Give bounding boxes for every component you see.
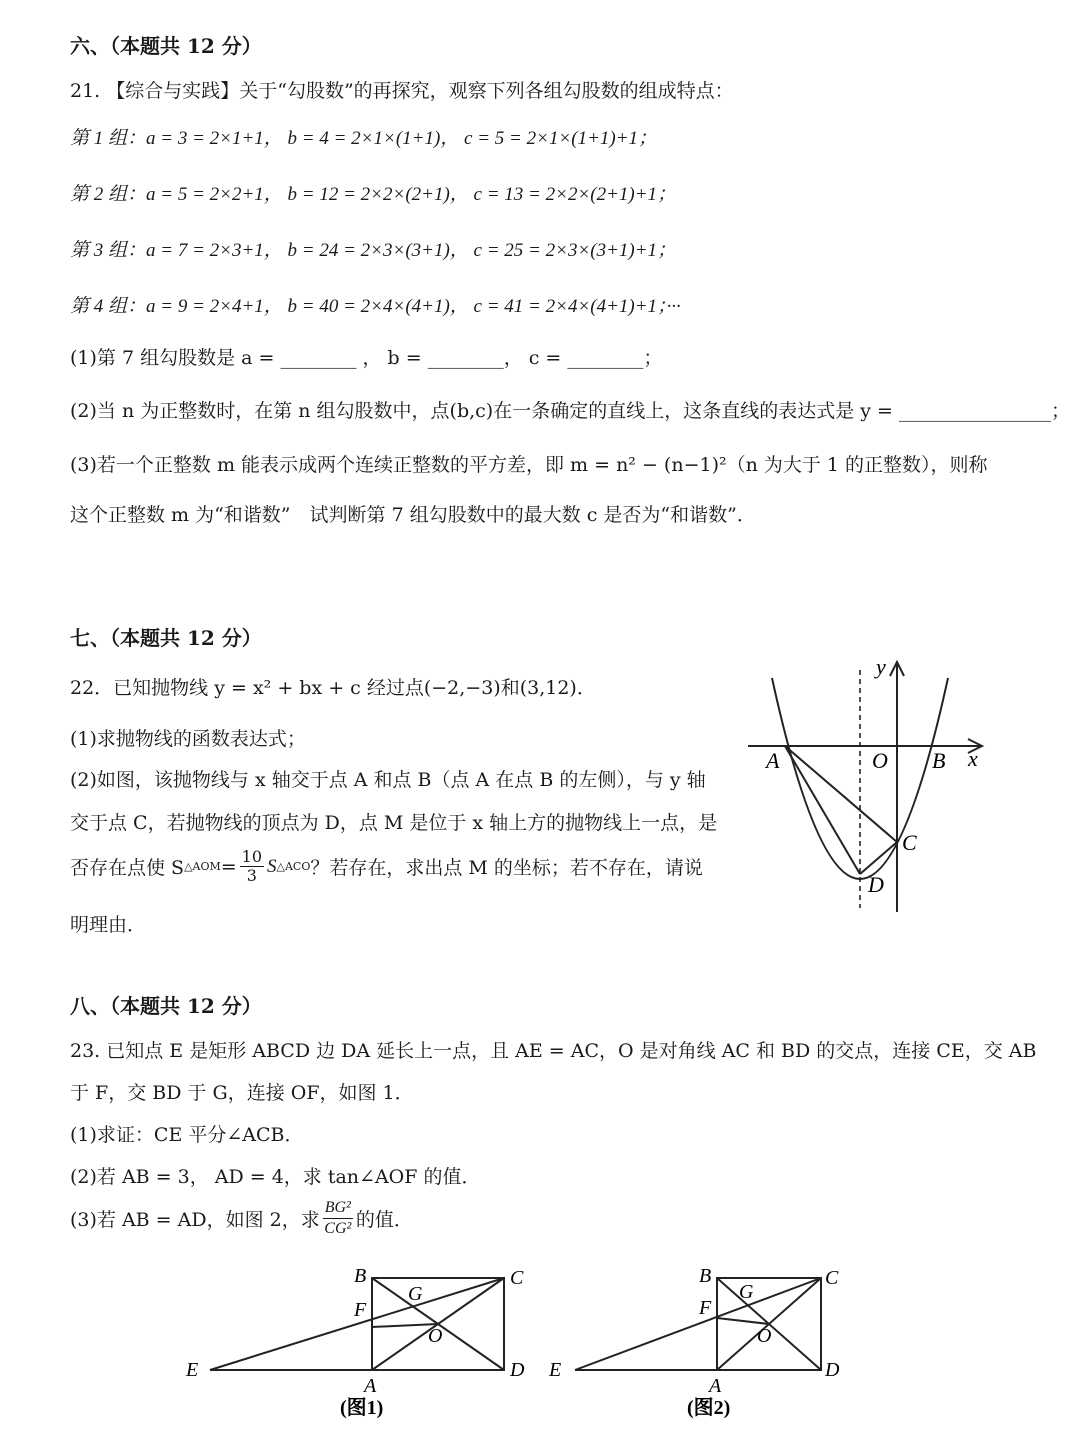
- q23-p3-post: 的值．: [355, 1209, 413, 1231]
- q23-line-b: 于 F，交 BD 于 G，连接 OF，如图 1．: [70, 1082, 414, 1104]
- q22-intro: 22．已知抛物线 y = x² + bx + c 经过点(−2,−3)和(3,12)．: [70, 677, 596, 699]
- parabola-figure: [740, 650, 990, 920]
- section-8-title: 八、（本题共 12 分）: [70, 994, 262, 1018]
- q22-text-pre: 否存在点使 S: [70, 857, 185, 879]
- fig1-label-b: B: [354, 1265, 367, 1287]
- label-b: B: [932, 748, 946, 773]
- fig1-label-f: F: [354, 1299, 367, 1321]
- q23-fraction: [323, 1198, 353, 1239]
- q22-part-1: (1)求抛物线的函数表达式；: [70, 728, 306, 750]
- fig2-label-c: C: [825, 1267, 839, 1289]
- label-x: x: [968, 746, 978, 771]
- q23-frac-den: CG²: [324, 1220, 352, 1237]
- q23-part-3: [70, 1198, 413, 1239]
- q21-part-2: (2)当 n 为正整数时，在第 n 组勾股数中，点(b,c)在一条确定的直线上，这条直线的表达式是 y = ________________；: [70, 400, 1070, 422]
- q21-group-3: 第 3 组：a = 7 = 2×3+1， b = 24 = 2×3×(3+1)， c = 25 = 2×3×(3+1)+1；: [70, 240, 677, 261]
- segment-ad: [785, 746, 860, 874]
- q22-text-post: ？若存在，求出点 M 的坐标；若不存在，请说: [310, 857, 703, 879]
- fig1-label-o: O: [428, 1325, 443, 1347]
- q21-part-3a: (3)若一个正整数 m 能表示成两个连续正整数的平方差，即 m = n² − (n−1)²（n 为大于 1 的正整数），则称: [70, 454, 988, 476]
- q22-sub-aco: △ACO: [276, 860, 311, 873]
- q22-frac-num: 10: [241, 847, 263, 866]
- fig2-label-g: G: [739, 1281, 754, 1303]
- q21-group-4: 第 4 组：a = 9 = 2×4+1， b = 40 = 2×4×(4+1)， c = 41 = 2×4×(4+1)+1；···: [70, 296, 681, 317]
- fig2-label-b: B: [699, 1265, 712, 1287]
- q22-part-2b: 交于点 C，若抛物线的顶点为 D，点 M 是位于 x 轴上方的抛物线上一点，是: [70, 812, 718, 834]
- fig2-label-d: D: [825, 1359, 840, 1381]
- q23-frac-num: BG²: [323, 1198, 353, 1219]
- q22-s: S: [267, 855, 277, 877]
- q22-part-2c: [70, 848, 703, 885]
- fig2-segment-ec: [575, 1278, 821, 1370]
- fig1-label-a: A: [364, 1375, 377, 1397]
- q23-part-1: (1)求证：CE 平分∠ACB．: [70, 1124, 304, 1146]
- fig2-segment-of: [717, 1318, 769, 1324]
- label-y: y: [876, 654, 886, 679]
- q23-part-2: (2)若 AB = 3， AD = 4，求 tan∠AOF 的值．: [70, 1166, 481, 1188]
- q23-line-a: 23. 已知点 E 是矩形 ABCD 边 DA 延长上一点，且 AE = AC，O 是对角线 AC 和 BD 的交点，连接 CE，交 AB: [70, 1040, 1037, 1062]
- q22-part-2a: (2)如图，该抛物线与 x 轴交于点 A 和点 B（点 A 在点 B 的左侧），与 y 轴: [70, 769, 706, 791]
- fig2-label-f: F: [699, 1297, 712, 1319]
- label-a: A: [766, 748, 780, 773]
- q22-part-2d: 明理由．: [70, 914, 147, 936]
- q22-frac-den: 3: [246, 866, 257, 885]
- section-6-title: 六、（本题共 12 分）: [70, 34, 262, 58]
- fig2-caption: (图2): [687, 1397, 731, 1419]
- rectangle-figure-1: [180, 1262, 540, 1422]
- fig2-label-o: O: [757, 1325, 772, 1347]
- q22-eq: =: [220, 855, 237, 878]
- q21-part-3b: 这个正整数 m 为“和谐数” 试判断第 7 组勾股数中的最大数 c 是否为“和谐数”．: [70, 504, 756, 526]
- fig2-label-e: E: [549, 1359, 562, 1381]
- label-d: D: [868, 872, 884, 897]
- fig1-label-e: E: [186, 1359, 199, 1381]
- q22-fraction: [240, 848, 264, 885]
- q22-sub-aom: △AOM: [184, 860, 221, 873]
- segment-ec: [210, 1278, 504, 1370]
- q21-group-1: 第 1 组：a = 3 = 2×1+1， b = 4 = 2×1×(1+1)， c = 5 = 2×1×(1+1)+1；: [70, 128, 658, 149]
- label-c: C: [902, 830, 917, 855]
- q21-intro: 21. 【综合与实践】关于“勾股数”的再探究，观察下列各组勾股数的组成特点：: [70, 80, 734, 102]
- section-7-title: 七、（本题共 12 分）: [70, 626, 262, 650]
- fig1-label-d: D: [510, 1359, 525, 1381]
- q21-part-1: (1)第 7 组勾股数是 a = ________ ， b = ________， c = ________；: [70, 347, 663, 369]
- fig1-label-g: G: [408, 1283, 423, 1305]
- rectangle-figure-2: [545, 1262, 865, 1422]
- fig2-label-a: A: [709, 1375, 722, 1397]
- q21-group-2: 第 2 组：a = 5 = 2×2+1， b = 12 = 2×2×(2+1)， c = 13 = 2×2×(2+1)+1；: [70, 184, 677, 205]
- fig1-label-c: C: [510, 1267, 524, 1289]
- q23-p3-pre: (3)若 AB = AD，如图 2，求: [70, 1209, 320, 1231]
- fig1-caption: (图1): [340, 1397, 384, 1419]
- label-o: O: [872, 748, 888, 773]
